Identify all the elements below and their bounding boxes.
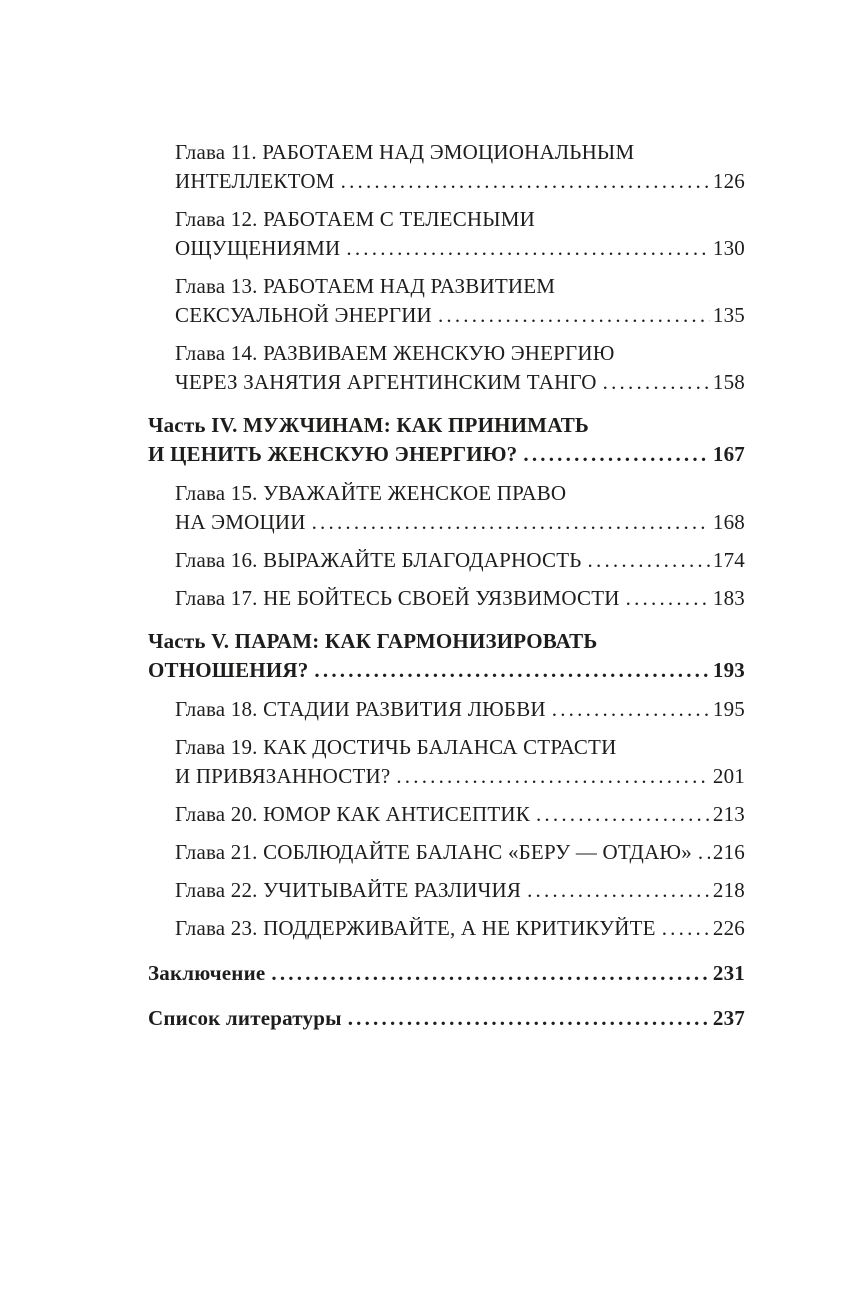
page-number: 126	[712, 169, 745, 193]
toc-line	[148, 1004, 745, 1033]
dot-leader	[626, 584, 710, 613]
entry-title-text: Глава 16. ВЫРАЖАЙТЕ БЛАГОДАРНОСТЬ	[175, 548, 582, 572]
toc-line	[175, 876, 745, 905]
entry-title-text: ОЩУЩЕНИЯМИ	[175, 236, 341, 260]
toc-line	[175, 914, 745, 943]
entry-title-text: Список литературы	[148, 1006, 342, 1030]
toc-chapter-entry	[148, 138, 745, 196]
toc-line	[148, 440, 745, 469]
toc-chapter-entry	[148, 876, 745, 905]
toc-line	[148, 411, 745, 440]
dot-leader	[312, 508, 710, 537]
toc-chapter-entry	[148, 584, 745, 613]
toc-chapter-entry	[148, 205, 745, 263]
dot-leader	[396, 762, 710, 791]
entry-title-text: СЕКСУАЛЬНОЙ ЭНЕРГИИ	[175, 303, 432, 327]
entry-title-text: НА ЭМОЦИИ	[175, 510, 306, 534]
toc-line	[148, 627, 745, 656]
toc-chapter-entry	[148, 695, 745, 724]
toc-line	[175, 762, 745, 791]
dot-leader	[552, 695, 710, 724]
page-number: 226	[712, 916, 745, 940]
entry-title-text: ИНТЕЛЛЕКТОМ	[175, 169, 335, 193]
page-number: 195	[712, 697, 745, 721]
entry-title-text: Глава 22. УЧИТЫВАЙТЕ РАЗЛИЧИЯ	[175, 878, 522, 902]
dot-leader	[341, 167, 710, 196]
toc-line	[175, 301, 745, 330]
page-number: 237	[712, 1006, 745, 1030]
toc-chapter-entry	[148, 800, 745, 829]
entry-title-text: Заключение	[148, 961, 266, 985]
page-number: 130	[712, 236, 745, 260]
toc-line	[175, 800, 745, 829]
dot-leader	[271, 959, 709, 988]
dot-leader	[536, 800, 710, 829]
dot-leader	[603, 368, 710, 397]
toc-line	[175, 584, 745, 613]
toc-line	[175, 368, 745, 397]
dot-leader	[438, 301, 710, 330]
entry-title-text: ЧЕРЕЗ ЗАНЯТИЯ АРГЕНТИНСКИМ ТАНГО	[175, 370, 597, 394]
dot-leader	[698, 838, 710, 867]
dot-leader	[588, 546, 710, 575]
dot-leader	[523, 440, 710, 469]
toc-line	[148, 959, 745, 988]
entry-title-text: Часть IV. МУЖЧИНАМ: КАК ПРИНИМАТЬ	[148, 413, 590, 437]
toc-line	[175, 508, 745, 537]
toc-chapter-entry	[148, 272, 745, 330]
dot-leader	[348, 1004, 710, 1033]
toc-line	[175, 167, 745, 196]
toc-chapter-entry	[148, 546, 745, 575]
toc-chapter-entry	[148, 479, 745, 537]
page-number: 167	[712, 442, 745, 466]
toc-line	[148, 656, 745, 685]
page-number: 213	[712, 802, 745, 826]
entry-title-text: Глава 23. ПОДДЕРЖИВАЙТЕ, А НЕ КРИТИКУЙТЕ	[175, 916, 656, 940]
page-number: 168	[712, 510, 745, 534]
dot-leader	[346, 234, 709, 263]
dot-leader	[527, 876, 710, 905]
entry-title-text: И ЦЕНИТЬ ЖЕНСКУЮ ЭНЕРГИЮ?	[148, 442, 518, 466]
entry-title-text: Глава 13. РАБОТАЕМ НАД РАЗВИТИЕМ	[175, 274, 556, 298]
toc-line	[175, 138, 745, 167]
page-number: 216	[712, 840, 745, 864]
toc-line	[175, 272, 745, 301]
dot-leader	[314, 656, 709, 685]
toc-chapter-entry	[148, 733, 745, 791]
toc-line	[175, 546, 745, 575]
page-number: 158	[712, 370, 745, 394]
toc-line	[175, 733, 745, 762]
page-number: 135	[712, 303, 745, 327]
toc-line	[175, 695, 745, 724]
entry-title-text: ОТНОШЕНИЯ?	[148, 658, 309, 682]
table-of-contents	[148, 138, 745, 1042]
page-number: 193	[712, 658, 745, 682]
toc-line	[175, 479, 745, 508]
entry-title-text: Глава 20. ЮМОР КАК АНТИСЕПТИК	[175, 802, 530, 826]
toc-line	[175, 838, 745, 867]
page-number: 201	[712, 764, 745, 788]
toc-part-heading	[148, 411, 745, 469]
toc-line	[175, 339, 745, 368]
page-number: 231	[712, 961, 745, 985]
entry-title-text: Глава 12. РАБОТАЕМ С ТЕЛЕСНЫМИ	[175, 207, 536, 231]
entry-title-text: Глава 18. СТАДИИ РАЗВИТИЯ ЛЮБВИ	[175, 697, 546, 721]
dot-leader	[662, 914, 710, 943]
toc-chapter-entry	[148, 914, 745, 943]
entry-title-text: Глава 14. РАЗВИВАЕМ ЖЕНСКУЮ ЭНЕРГИЮ	[175, 341, 615, 365]
entry-title-text: Глава 19. КАК ДОСТИЧЬ БАЛАНСА СТРАСТИ	[175, 735, 617, 759]
entry-title-text: Глава 21. СОБЛЮДАЙТЕ БАЛАНС «БЕРУ — ОТДАЮ»	[175, 840, 692, 864]
page-number: 174	[712, 548, 745, 572]
toc-part-heading	[148, 627, 745, 685]
toc-line	[175, 205, 745, 234]
toc-chapter-entry	[148, 838, 745, 867]
toc-chapter-entry	[148, 339, 745, 397]
toc-backmatter-entry	[148, 1004, 745, 1033]
page-number: 183	[712, 586, 745, 610]
toc-backmatter-entry	[148, 959, 745, 988]
entry-title-text: И ПРИВЯЗАННОСТИ?	[175, 764, 391, 788]
entry-title-text: Глава 15. УВАЖАЙТЕ ЖЕНСКОЕ ПРАВО	[175, 481, 567, 505]
entry-title-text: Глава 17. НЕ БОЙТЕСЬ СВОЕЙ УЯЗВИМОСТИ	[175, 586, 620, 610]
toc-line	[175, 234, 745, 263]
entry-title-text: Часть V. ПАРАМ: КАК ГАРМОНИЗИРОВАТЬ	[148, 629, 598, 653]
page-number: 218	[712, 878, 745, 902]
entry-title-text: Глава 11. РАБОТАЕМ НАД ЭМОЦИОНАЛЬНЫМ	[175, 140, 635, 164]
